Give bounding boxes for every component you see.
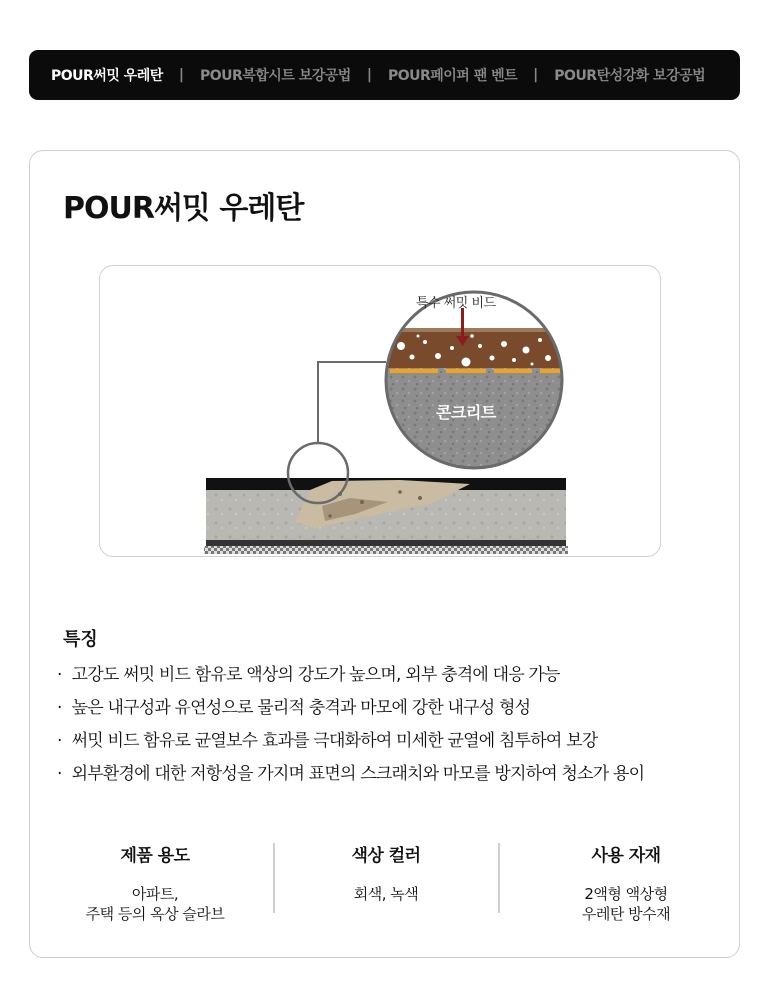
feature-text: 높은 내구성과 유연성으로 물리적 충격과 마모에 강한 내구성 형성 <box>71 698 531 718</box>
product-nav-bar <box>29 50 740 100</box>
concrete-label: 콘크리트 <box>436 403 496 422</box>
tab-pour-paper-fan-vent[interactable]: POUR페이퍼 팬 벤트 <box>387 68 518 84</box>
cross-section-diagram <box>99 265 661 557</box>
slab-section <box>204 478 568 554</box>
feature-item <box>57 696 644 729</box>
zoom-connector-line <box>318 362 386 443</box>
bullet-dot: · <box>57 665 62 685</box>
features-list <box>57 663 644 795</box>
product-card <box>29 150 740 958</box>
spec-value: 2액형 액상형 우레탄 방수재 <box>581 885 671 923</box>
spec-title: 사용 자재 <box>591 846 661 866</box>
special-beads-label: 특수 써밋 비드 <box>416 296 496 311</box>
bullet-dot: · <box>57 764 62 784</box>
tab-pour-summit-urethane[interactable]: POUR써밋 우레탄 <box>51 68 163 84</box>
features-heading: 특징 <box>63 629 98 650</box>
nav-separator: | <box>533 67 539 83</box>
magnified-view <box>380 286 570 476</box>
spec-title: 제품 용도 <box>120 846 190 866</box>
spec-product-usage <box>37 841 273 924</box>
bullet-dot: · <box>57 731 62 751</box>
nav-separator: | <box>366 67 372 83</box>
nav-separator: | <box>178 67 184 83</box>
tab-pour-elastic-reinforcement[interactable]: POUR탄성강화 보강공법 <box>554 68 706 84</box>
tab-pour-composite-sheet[interactable]: POUR복합시트 보강공법 <box>199 68 351 84</box>
feature-item <box>57 762 644 795</box>
feature-item <box>57 729 644 762</box>
spec-value: 아파트, 주택 등의 옥상 슬라브 <box>85 885 225 923</box>
spec-materials <box>508 841 744 924</box>
bullet-dot: · <box>57 698 62 718</box>
feature-text: 써밋 비드 함유로 균열보수 효과를 극대화하여 미세한 균열에 침투하여 보강 <box>71 731 598 751</box>
spec-value: 회색, 녹색 <box>353 885 419 903</box>
spec-divider <box>498 843 500 913</box>
page-title: POUR써밋 우레탄 <box>63 191 304 226</box>
cross-section-illustration <box>100 266 661 557</box>
spec-title: 색상 컬러 <box>351 846 421 866</box>
spec-color <box>268 841 504 904</box>
feature-text: 외부환경에 대한 저항성을 가지며 표면의 스크래치와 마모를 방지하여 청소가 용이 <box>71 764 645 784</box>
feature-text: 고강도 써밋 비드 함유로 액상의 강도가 높으며, 외부 충격에 대응 가능 <box>71 665 560 685</box>
feature-item <box>57 663 644 696</box>
